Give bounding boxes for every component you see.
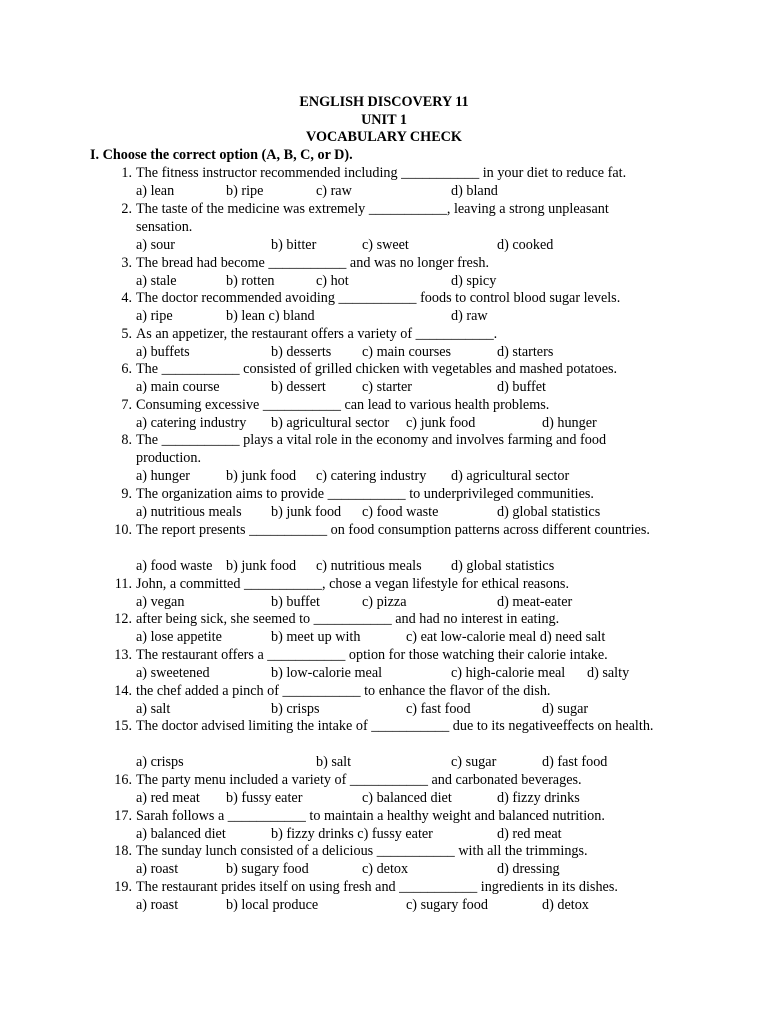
- question-text: The bread had become ___________ and was no longer fresh.: [136, 255, 490, 271]
- question-number: 2.: [121, 201, 132, 217]
- answer-option: b) dessert: [271, 379, 326, 395]
- answer-option: b) junk food: [226, 558, 297, 574]
- question-text: The restaurant prides itself on using fresh and ___________ ingredients in its dishes.: [136, 879, 618, 895]
- answer-option: a) crisps: [136, 754, 184, 770]
- question-number: 12.: [114, 611, 132, 627]
- answer-option: b) bitter: [271, 237, 317, 253]
- answer-option: c) junk food: [406, 415, 476, 431]
- answer-option: d) sugar: [542, 701, 589, 717]
- answer-option: b) fussy eater: [226, 790, 303, 806]
- unit-label: UNIT 1: [361, 111, 407, 128]
- answer-option: d) salty: [587, 665, 630, 681]
- question-text: The doctor advised limiting the intake of ___________ due to its negativeeffects on health.: [136, 718, 654, 734]
- answer-option: b) agricultural sector: [271, 415, 390, 431]
- answer-option: a) main course: [136, 379, 220, 395]
- question-text: The sunday lunch consisted of a delicious ___________ with all the trimmings.: [136, 843, 588, 859]
- answer-option: d) cooked: [497, 237, 554, 253]
- answer-options: [136, 897, 696, 915]
- answer-option: b) lean c) bland: [226, 308, 315, 324]
- answer-option: a) red meat: [136, 790, 200, 806]
- answer-option: c) starter: [362, 379, 413, 395]
- question-number: 1.: [121, 165, 132, 181]
- answer-option: a) lose appetite: [136, 629, 222, 645]
- answer-option: a) vegan: [136, 594, 185, 610]
- answer-option: c) hot: [316, 273, 349, 289]
- answer-options: [136, 183, 696, 201]
- question-text: The organization aims to provide ___________ to underprivileged communities.: [136, 486, 594, 502]
- answer-option: c) raw: [316, 183, 352, 199]
- question-text: The party menu included a variety of ___________ and carbonated beverages.: [136, 772, 582, 788]
- question-text: The report presents ___________ on food consumption patterns across different countries.: [136, 522, 650, 538]
- answer-option: a) lean: [136, 183, 175, 199]
- section-heading: I. Choose the correct option (A, B, C, or D).: [90, 147, 353, 163]
- answer-options: [136, 594, 696, 612]
- answer-options: [136, 344, 696, 362]
- question-number: 19.: [114, 879, 132, 895]
- answer-options: [136, 468, 696, 486]
- answer-option: b) ripe: [226, 183, 264, 199]
- answer-option: d) bland: [451, 183, 498, 199]
- question-number: 5.: [121, 326, 132, 342]
- question-number: 14.: [114, 683, 132, 699]
- answer-option: b) fizzy drinks c) fussy eater: [271, 826, 433, 842]
- question-text: after being sick, she seemed to ___________ and had no interest in eating.: [136, 611, 560, 627]
- answer-option: a) roast: [136, 897, 179, 913]
- answer-option: d) red meat: [497, 826, 562, 842]
- answer-options: [136, 665, 696, 683]
- answer-option: b) crisps: [271, 701, 320, 717]
- answer-option: c) fast food: [406, 701, 471, 717]
- answer-option: d) detox: [542, 897, 589, 913]
- answer-option: b) salt: [316, 754, 352, 770]
- answer-option: b) buffet: [271, 594, 320, 610]
- answer-option: a) sweetened: [136, 665, 210, 681]
- answer-option: c) detox: [362, 861, 409, 877]
- answer-options: [136, 861, 696, 879]
- answer-option: a) hunger: [136, 468, 190, 484]
- answer-option: c) food waste: [362, 504, 439, 520]
- answer-option: d) starters: [497, 344, 554, 360]
- question-text: Consuming excessive ___________ can lead to various health problems.: [136, 397, 550, 413]
- answer-option: a) ripe: [136, 308, 173, 324]
- question-text: The restaurant offers a ___________ option for those watching their calorie intake.: [136, 647, 608, 663]
- answer-option: d) meat-eater: [497, 594, 573, 610]
- question-number: 18.: [114, 843, 132, 859]
- question-text: The ___________ plays a vital role in the economy and involves farming and food production.: [136, 432, 607, 466]
- answer-option: a) balanced diet: [136, 826, 226, 842]
- answer-option: d) dressing: [497, 861, 560, 877]
- answer-options: [136, 790, 696, 808]
- answer-option: b) meet up with: [271, 629, 361, 645]
- answer-options: [136, 826, 696, 844]
- answer-option: c) sugar: [451, 754, 497, 770]
- worksheet-title: ENGLISH DISCOVERY 11: [299, 94, 469, 110]
- answer-option: b) rotten: [226, 273, 275, 289]
- worksheet-subtitle: VOCABULARY CHECK: [306, 129, 462, 146]
- answer-option: b) low-calorie meal: [271, 665, 383, 681]
- answer-option: a) roast: [136, 861, 179, 877]
- question-text: The ___________ consisted of grilled chicken with vegetables and mashed potatoes.: [136, 361, 618, 377]
- question-text: John, a committed ___________, chose a vegan lifestyle for ethical reasons.: [136, 576, 569, 592]
- answer-options: [136, 237, 696, 255]
- answer-option: d) fast food: [542, 754, 608, 770]
- answer-options: [136, 415, 696, 433]
- answer-option: c) sweet: [362, 237, 409, 253]
- answer-option: d) spicy: [451, 273, 497, 289]
- answer-option: d) global statistics: [497, 504, 601, 520]
- question-number: 7.: [121, 397, 132, 413]
- question-number: 6.: [121, 361, 132, 377]
- question-number: 10.: [114, 522, 132, 538]
- answer-options: [136, 308, 696, 326]
- answer-option: d) agricultural sector: [451, 468, 570, 484]
- answer-option: a) stale: [136, 273, 177, 289]
- question-number: 4.: [121, 290, 132, 306]
- question-text: Sarah follows a ___________ to maintain a healthy weight and balanced nutrition.: [136, 808, 605, 824]
- answer-option: c) sugary food: [406, 897, 488, 913]
- answer-option: a) salt: [136, 701, 171, 717]
- answer-options: [136, 629, 696, 647]
- question-number: 16.: [114, 772, 132, 788]
- answer-option: b) desserts: [271, 344, 332, 360]
- answer-option: b) junk food: [226, 468, 297, 484]
- question-number: 9.: [121, 486, 132, 502]
- answer-option: c) main courses: [362, 344, 452, 360]
- answer-option: c) nutritious meals: [316, 558, 422, 574]
- answer-options: [136, 701, 696, 719]
- question-number: 15.: [114, 718, 132, 734]
- answer-option: c) balanced diet: [362, 790, 452, 806]
- question-text: The doctor recommended avoiding ___________ foods to control blood sugar levels.: [136, 290, 621, 306]
- answer-option: d) hunger: [542, 415, 597, 431]
- answer-option: b) sugary food: [226, 861, 309, 877]
- answer-options: [136, 558, 696, 576]
- question-text: the chef added a pinch of ___________ to enhance the flavor of the dish.: [136, 683, 551, 699]
- question-number: 8.: [121, 432, 132, 448]
- answer-options: [136, 504, 696, 522]
- answer-option: c) eat low-calorie meal d) need salt: [406, 629, 606, 645]
- answer-option: a) food waste: [136, 558, 213, 574]
- answer-option: a) nutritious meals: [136, 504, 242, 520]
- answer-option: b) junk food: [271, 504, 342, 520]
- answer-option: a) catering industry: [136, 415, 247, 431]
- question-text: The fitness instructor recommended including ___________ in your diet to reduce fat.: [136, 165, 627, 181]
- answer-options: [136, 379, 696, 397]
- answer-options: [136, 273, 696, 291]
- answer-option: b) local produce: [226, 897, 319, 913]
- question-number: 11.: [114, 576, 132, 592]
- question-number: 13.: [114, 647, 132, 663]
- worksheet-header: [0, 94, 768, 147]
- answer-option: c) high-calorie meal: [451, 665, 566, 681]
- answer-option: a) buffets: [136, 344, 190, 360]
- answer-option: a) sour: [136, 237, 176, 253]
- question-text: The taste of the medicine was extremely ___________, leaving a strong unpleasant sensation.: [136, 201, 609, 235]
- answer-option: d) raw: [451, 308, 488, 324]
- answer-option: c) pizza: [362, 594, 407, 610]
- answer-option: d) buffet: [497, 379, 546, 395]
- question-text: As an appetizer, the restaurant offers a variety of ___________.: [136, 326, 498, 342]
- answer-option: d) global statistics: [451, 558, 555, 574]
- answer-option: d) fizzy drinks: [497, 790, 580, 806]
- answer-options: [136, 754, 696, 772]
- question-number: 17.: [114, 808, 132, 824]
- question-number: 3.: [121, 255, 132, 271]
- answer-option: c) catering industry: [316, 468, 427, 484]
